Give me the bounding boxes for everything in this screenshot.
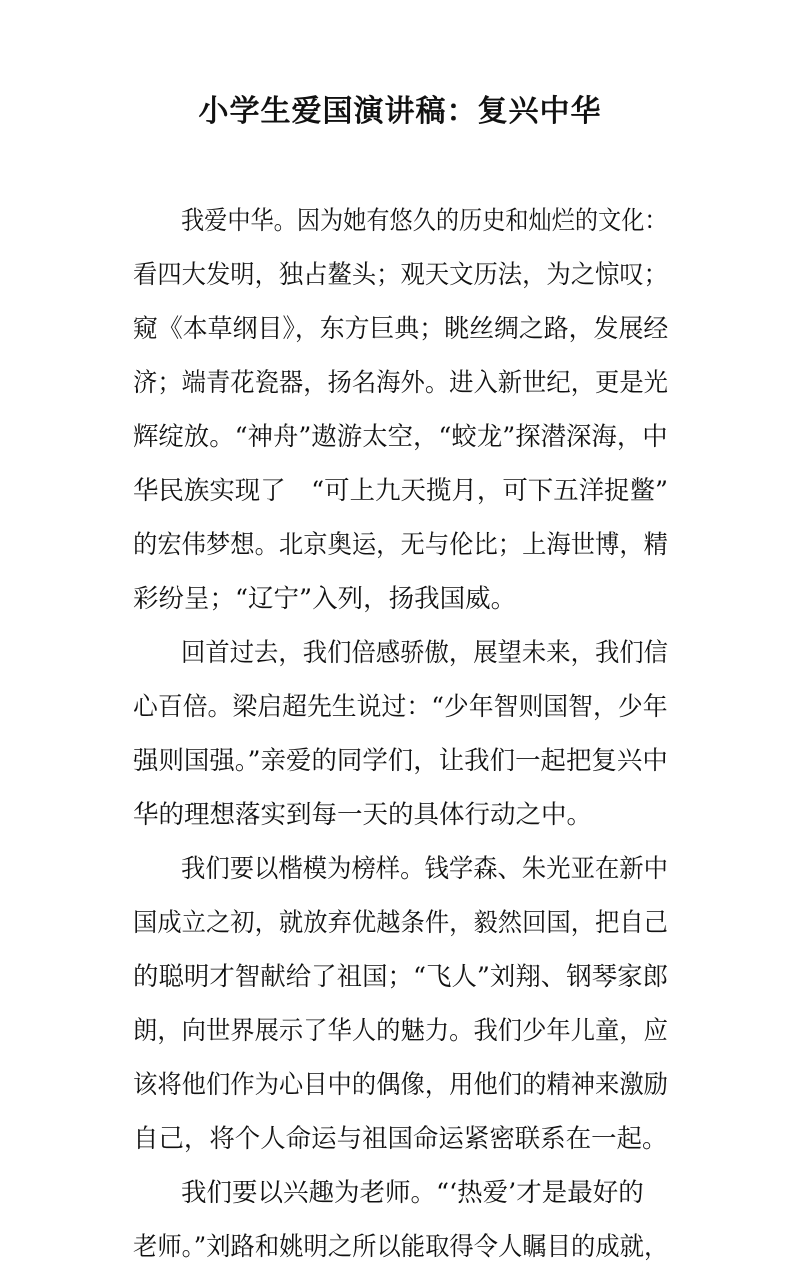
body-line: 济；端青花瓷器，扬名海外。进入新世纪，更是光	[133, 368, 669, 398]
body-line: 窥《本草纲目》，东方巨典；眺丝绸之路，发展经	[133, 314, 669, 344]
body-line: 我们要以兴趣为老师。“‘热爱’才是最好的	[181, 1178, 644, 1208]
body-line: 自己，将个人命运与祖国命运紧密联系在一起。	[133, 1124, 668, 1154]
body-line: 该将他们作为心目中的偶像，用他们的精神来激励	[133, 1070, 669, 1100]
body-line: 回首过去，我们倍感骄傲，展望未来，我们信	[181, 638, 669, 668]
page-title: 小学生爱国演讲稿：复兴中华	[198, 94, 602, 129]
body-line: 的聪明才智献给了祖国；“飞人”刘翔、钢琴家郎	[133, 962, 669, 992]
body-line: 华的理想落实到每一天的具体行动之中。	[133, 800, 593, 830]
body-line: 心百倍。梁启超先生说过：“少年智则国智，少年	[133, 692, 668, 722]
body-line: 朗，向世界展示了华人的魅力。我们少年儿童，应	[133, 1016, 669, 1046]
body-line: 辉绽放。“神舟”遨游太空，“蛟龙”探潜深海，中	[133, 422, 668, 452]
body-line: 彩纷呈；“辽宁”入列，扬我国威。	[133, 584, 517, 614]
body-line: 国成立之初，就放弃优越条件，毅然回国，把自己	[133, 908, 669, 938]
body-line: 我们要以楷模为榜样。钱学森、朱光亚在新中	[181, 854, 669, 884]
body-line: 老师。”刘路和姚明之所以能取得令人瞩目的成就，	[133, 1232, 669, 1262]
body-line: 强则国强。”亲爱的同学们，让我们一起把复兴中	[133, 746, 668, 776]
body-line: 我爱中华。因为她有悠久的历史和灿烂的文化：	[181, 206, 668, 236]
body-line: 华民族实现了 “可上九天揽月，可下五洋捉鳖”	[133, 476, 669, 506]
body-line: 的宏伟梦想。北京奥运，无与伦比；上海世博，精	[133, 530, 669, 560]
body-line: 看四大发明，独占鳌头；观天文历法，为之惊叹；	[133, 260, 669, 290]
